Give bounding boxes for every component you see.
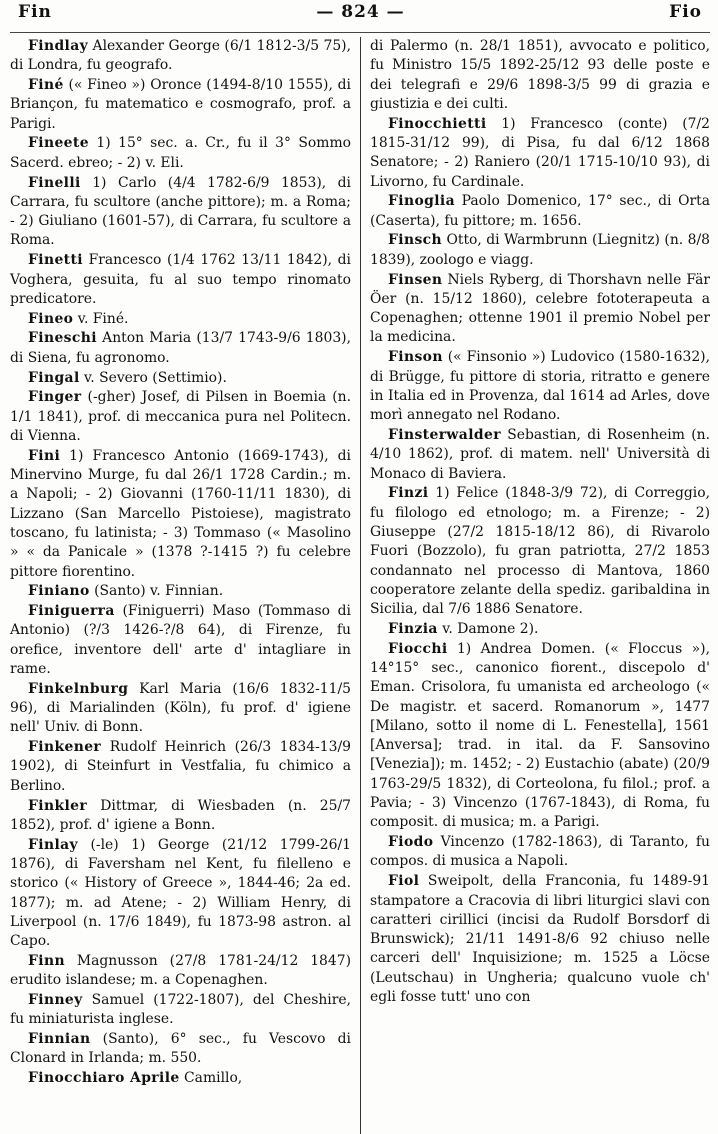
entry-text: Rudolf Heinrich (26/3 1834-13/9 1902), di Steinfurt in Vestfalia, fu chimico a Berlino. [10,739,351,794]
entry-text: 1) Francesco (conte) (7/2 1815-31/12 99), di Pisa, fu dal 6/12 1868 Senatore; - 2) Raniero (20/1 1715-10/10 93), di Livorno, fu Cardinale. [370,115,710,190]
dictionary-entry [370,37,710,114]
entry-headword: Finsterwalder [388,426,501,443]
dictionary-entry [10,310,351,329]
entry-text: Niels Ryberg, di Thorshavn nelle Fär Öer (n. 15/12 1860), celebre fototerapeuta a Copenaghen; ottenne 1901 il premio Nobel per la medicina. [370,271,710,346]
entry-text: Anton Maria (13/7 1743-9/6 1803), di Siena, fu agronomo. [10,330,351,366]
dictionary-entry [10,1069,351,1088]
entry-text: Alexander George (6/1 1812-3/5 75), di Londra, fu geografo. [10,38,351,74]
column-divider [360,37,361,1134]
entry-text: Karl Maria (16/6 1832-11/5 96), di Marialinden (Köln), fu prof. d' igiene nell' Univ. di Bonn. [10,680,351,736]
dictionary-entry [10,836,351,952]
entry-text: (Finiguerri) Maso (Tommaso di Antonio) (?/3 1426-?/8 64), di Firenze, fu orefice, inventore dell' arte d' intagliare in rame. [10,603,351,677]
dictionary-entry [10,1030,351,1069]
entry-text: (-le) 1) George (21/12 1799-26/1 1876), di Faversham nel Kent, fu filelleno e storico (« History of Greece », 1844-46; 2a ed. 1877); m. ad Atene; - 2) William Henry, di Liverpool (n. 17/6 1849), fu 1873-98 astron. al Capo. [10,836,351,950]
dictionary-entry [370,426,710,484]
entry-text: 1) Felice (1848-3/9 72), di Correggio, fu filologo ed etnologo; m. a Firenze; - 2) Giuseppe (27/2 1815-18/12 86), di Rivarolo Fuori (Bozzolo), fu gran patriotta, 27/2 1853 condannato nel processo di Mantova, 1860 cooperatore zelante della spediz. garibaldina in Sicilia, dal 7/6 1886 Senatore. [370,485,710,618]
dictionary-entry [370,833,710,872]
dictionary-entry [370,271,710,348]
dictionary-entry [10,738,351,796]
entry-headword: Fiodo [388,834,434,851]
entry-headword: Finger [28,389,82,406]
dictionary-entry [370,231,710,270]
entry-text: Samuel (1722-1807), del Cheshire, fu miniaturista inglese. [10,992,351,1028]
dictionary-entry [10,447,351,582]
entry-text: Sweipolt, della Franconia, fu 1489-91 stampatore a Cracovia di libri liturgici slavi con caratteri cirillici (incisi da Rudolf Borsdorf di Brunswick); 21/11 1491-8/6 92 chiuso nelle carceri dell' Inquisizione; m. 1525 a Löcse (Leutschau) in Ungheria; qualcuno vuole ch' egli fosse tutt' uno con [370,873,710,1006]
dictionary-entry [370,484,710,619]
entry-headword: Fineo [28,310,74,327]
entry-headword: Finney [28,992,83,1009]
entry-text: Francesco (1/4 1762 13/11 1842), di Voghera, gesuita, fu al suo tempo rinomato predicatore. [10,252,351,307]
entry-headword: Fiol [388,873,420,890]
entry-headword: Finkelnburg [28,680,129,697]
dictionary-entry [10,602,351,679]
right-column [360,37,710,1134]
page-number: — 824 — [316,2,405,22]
header-left-guideword: Fin [18,2,52,22]
dictionary-entry [10,329,351,368]
entry-headword: Finetti [28,252,83,269]
entry-headword: Fineete [28,135,89,152]
entry-text: 1) Francesco Antonio (1669-1743), di Minervino Murge, fu dal 26/1 1728 Cardin.; m. a Napoli; - 2) Giovanni (1760-11/11 1830), di Lizzano (San Marcello Pistoiese), magistrato toscano, fu latinista; - 3) Tommaso (« Masolino » « da Panicale » (1378 ?-1415 ?) fu celebre pittore fiorentino. [10,447,351,580]
entry-text: di Palermo (n. 28/1 1851), avvocato e politico, fu Ministro 15/5 1892-25/12 93 delle poste e dei telegrafi e 29/6 1898-3/5 99 di grazia e giustizia e dei culti. [370,38,710,112]
entry-headword: Finlay [28,836,78,853]
entry-headword: Finocchietti [388,115,487,132]
entry-text: Magnusson (27/8 1781-24/12 1847) erudito islandese; m. a Copenaghen. [10,952,351,989]
entry-text: Dittmar, di Wiesbaden (n. 25/7 1852), prof. d' igiene a Bonn. [10,797,351,833]
entry-headword: Fiocchi [388,640,448,657]
dictionary-entry [10,174,351,251]
entry-text: (« Fineo ») Oronce (1494-8/10 1555), di Briançon, fu matematico e cosmografo, prof. a Parigi. [10,77,351,132]
dictionary-entry [10,134,351,173]
entry-text: (Santo) v. Finnian. [89,583,224,600]
entry-headword: Fini [28,447,61,464]
entry-text: (-gher) Josef, di Pilsen in Boemia (n. 1/1 1841), prof. di meccanica pura nel Politecn. di Vienna. [10,389,351,444]
entry-headword: Finkener [28,739,102,756]
entry-headword: Fingal [28,369,80,386]
dictionary-entry [10,797,351,836]
entry-text: Camillo, [179,1070,243,1087]
entry-text: v. Damone 2). [437,620,539,637]
entry-text: (Santo), 6° sec., fu Vescovo di Clonard in Irlanda; m. 550. [10,1031,351,1067]
entry-text: v. Finé. [73,310,129,327]
dictionary-entry [10,76,351,134]
dictionary-entry [370,872,710,1007]
entry-text: Sebastian, di Rosenheim (n. 4/10 1862), prof. di matem. nell' Università di Monaco di Baviera. [370,426,710,482]
entry-text: 1) Carlo (4/4 1782-6/9 1853), di Carrara, fu scultore (anche pittore); m. a Roma; - 2) Giuliano (1601-57), di Carrara, fu scultore a Roma. [10,174,351,249]
entry-headword: Finn [28,952,65,969]
entry-text: v. Severo (Settimio). [79,369,227,386]
entry-headword: Finsch [388,232,443,249]
entry-headword: Finson [388,349,443,366]
entry-headword: Finiguerra [28,603,115,620]
entry-headword: Finnian [28,1031,91,1048]
two-column-body [10,37,710,1134]
entry-text: 1) Andrea Domen. (« Floccus »), 14°15° sec., canonico fiorent., discepolo d' Eman. Crisolora, fu umanista ed archeologo (« De magistr. et sacerd. Romanorum », 1477 [Milano, sotto il nome di L. Fenestella], 1561 [Anversa]; trad. in ital. da F. Sansovino [Venezia]); m. 1452; - 2) Eustachio (abate) (20/9 1763-29/5 1832), di Corteolona, fu filol.; prof. a Pavia; - 3) Vincenzo (1767-1843), di Roma, fu composit. di musica; m. a Parigi. [370,640,710,831]
dictionary-entry [370,192,710,231]
entry-headword: Finocchiaro Aprile [28,1070,180,1087]
dictionary-entry [370,348,710,425]
dictionary-entry [10,952,351,991]
dictionary-entry [370,640,710,833]
entry-headword: Finé [28,77,64,94]
entry-headword: Finkler [28,797,88,814]
dictionary-entry [10,582,351,601]
entry-text: Vincenzo (1782-1863), di Taranto, fu compos. di musica a Napoli. [370,834,710,870]
running-header [10,2,710,33]
dictionary-entry [10,991,351,1030]
entry-headword: Finzia [388,620,438,637]
entry-headword: Finsen [388,271,443,288]
dictionary-entry [10,369,351,388]
entry-text: Otto, di Warmbrunn (Liegnitz) (n. 8/8 1839), zoologo e viagg. [370,232,710,268]
entry-text: (« Finsonio ») Ludovico (1580-1632), di Brügge, fu pittore di storia, ritratto e genere in Italia ed in Provenza, dal 1614 ad Arles, dove morì annegato nel Rodano. [370,349,710,424]
entry-headword: Finiano [28,583,90,600]
entry-headword: Finoglia [388,193,455,210]
entry-headword: Finelli [28,174,81,191]
dictionary-entry [10,388,351,446]
entry-headword: Fineschi [28,330,97,347]
entry-headword: Findlay [28,38,89,54]
entry-headword: Finzi [388,485,429,502]
left-column [10,37,360,1134]
dictionary-entry [10,37,351,76]
dictionary-entry [370,115,710,192]
header-right-guideword: Fio [669,2,702,22]
dictionary-entry [10,251,351,309]
dictionary-entry [10,680,351,738]
dictionary-entry [370,620,710,639]
entry-text: 1) 15° sec. a. Cr., fu il 3° Sommo Sacerd. ebreo; - 2) v. Eli. [10,135,351,171]
entry-text: Paolo Domenico, 17° sec., di Orta (Caserta), fu pittore; m. 1656. [370,193,710,229]
